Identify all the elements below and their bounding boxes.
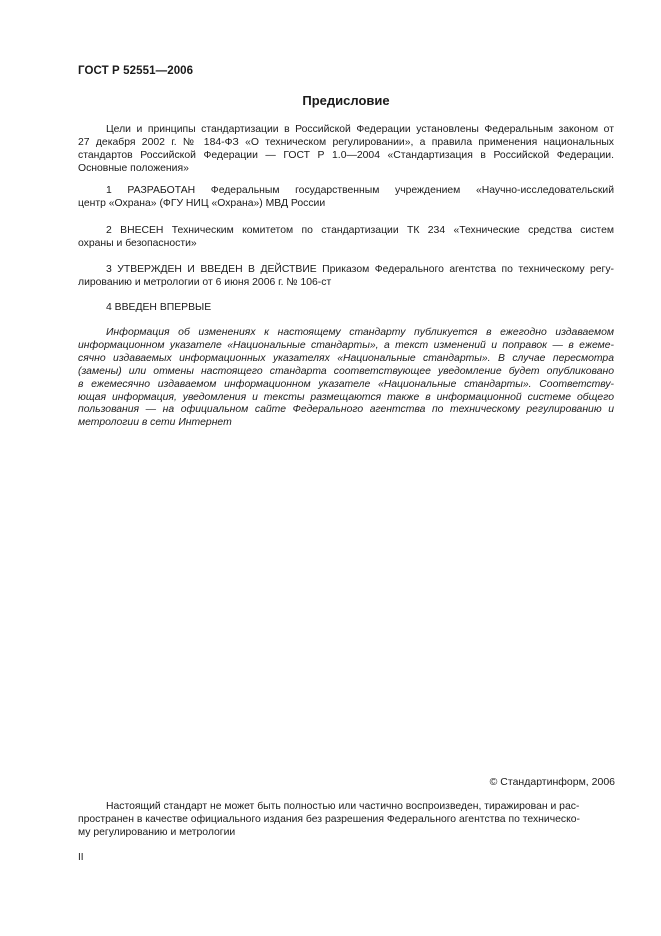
item-4-paragraph xyxy=(78,302,614,315)
reproduction-notice xyxy=(78,801,614,840)
item-3-paragraph xyxy=(78,264,614,290)
info-line: Информация об изменениях к настоящему стандарту публикуется в ежегодно издаваемом xyxy=(106,327,614,338)
intro-paragraph xyxy=(78,124,614,176)
info-line: информационном указателе «Национальные стандарты», а текст изменений и поправок — в ежеме- xyxy=(78,339,614,351)
info-line: (замены) или отмены настоящего стандарта соответствующее уведомление будет опубликовано xyxy=(78,365,614,377)
item-1-line: 1 РАЗРАБОТАН Федеральным государственным учреждением «Научно-исследовательский xyxy=(106,185,614,196)
info-paragraph xyxy=(78,327,614,430)
item-2-line: 2 ВНЕСЕН Техническим комитетом по стандартизации ТК 234 «Технические средства систем xyxy=(106,225,614,236)
page-number: II xyxy=(78,852,84,863)
section-title: Предисловие xyxy=(302,93,390,108)
info-line: ющая информация, уведомления и тексты размещаются также в информационной системе общего xyxy=(78,391,614,403)
item-3-line: лированию и метрологии от 6 июня 2006 г. № 106-ст xyxy=(78,276,332,288)
item-4-line: 4 ВВЕДЕН ВПЕРВЫЕ xyxy=(106,302,212,313)
copyright-notice: © Стандартинформ, 2006 xyxy=(489,776,615,788)
info-line: метрологии в сети Интернет xyxy=(78,417,232,429)
intro-line: 27 декабря 2002 г. № 184-ФЗ «О техническом регулировании», а правила применения национальных xyxy=(78,136,614,148)
notice-line: Настоящий стандарт не может быть полностью или частично воспроизведен, тиражирован и рас- xyxy=(106,801,580,812)
item-1-line: центр «Охрана» (ФГУ НИЦ «Охрана») МВД России xyxy=(78,197,326,209)
intro-line: Цели и принципы стандартизации в Российской Федерации установлены Федеральным законом от xyxy=(106,124,614,135)
info-line: пользования — на официальном сайте Федерального агентства по техническому регулированию и xyxy=(78,404,614,416)
info-line: сячно издаваемых информационных указателях «Национальные стандарты». В случае пересмотра xyxy=(78,352,614,364)
item-2-paragraph xyxy=(78,225,614,251)
intro-line: стандартов Российской Федерации — ГОСТ Р 1.0—2004 «Стандартизация в Российской Федерации. xyxy=(78,149,614,161)
document-code: ГОСТ Р 52551—2006 xyxy=(78,65,194,77)
notice-line: му регулированию и метрологии xyxy=(78,826,236,838)
info-line: в ежемесячно издаваемом информационном указателе «Национальные стандарты». Соответству- xyxy=(78,378,614,390)
intro-line: Основные положения» xyxy=(78,162,189,174)
item-2-line: охраны и безопасности» xyxy=(78,237,197,249)
notice-line: пространен в качестве официального издания без разрешения Федерального агентства по техническо- xyxy=(78,813,580,825)
item-1-paragraph xyxy=(78,185,614,211)
item-3-line: 3 УТВЕРЖДЕН И ВВЕДЕН В ДЕЙСТВИЕ Приказом Федерального агентства по техническому регу- xyxy=(106,264,614,275)
